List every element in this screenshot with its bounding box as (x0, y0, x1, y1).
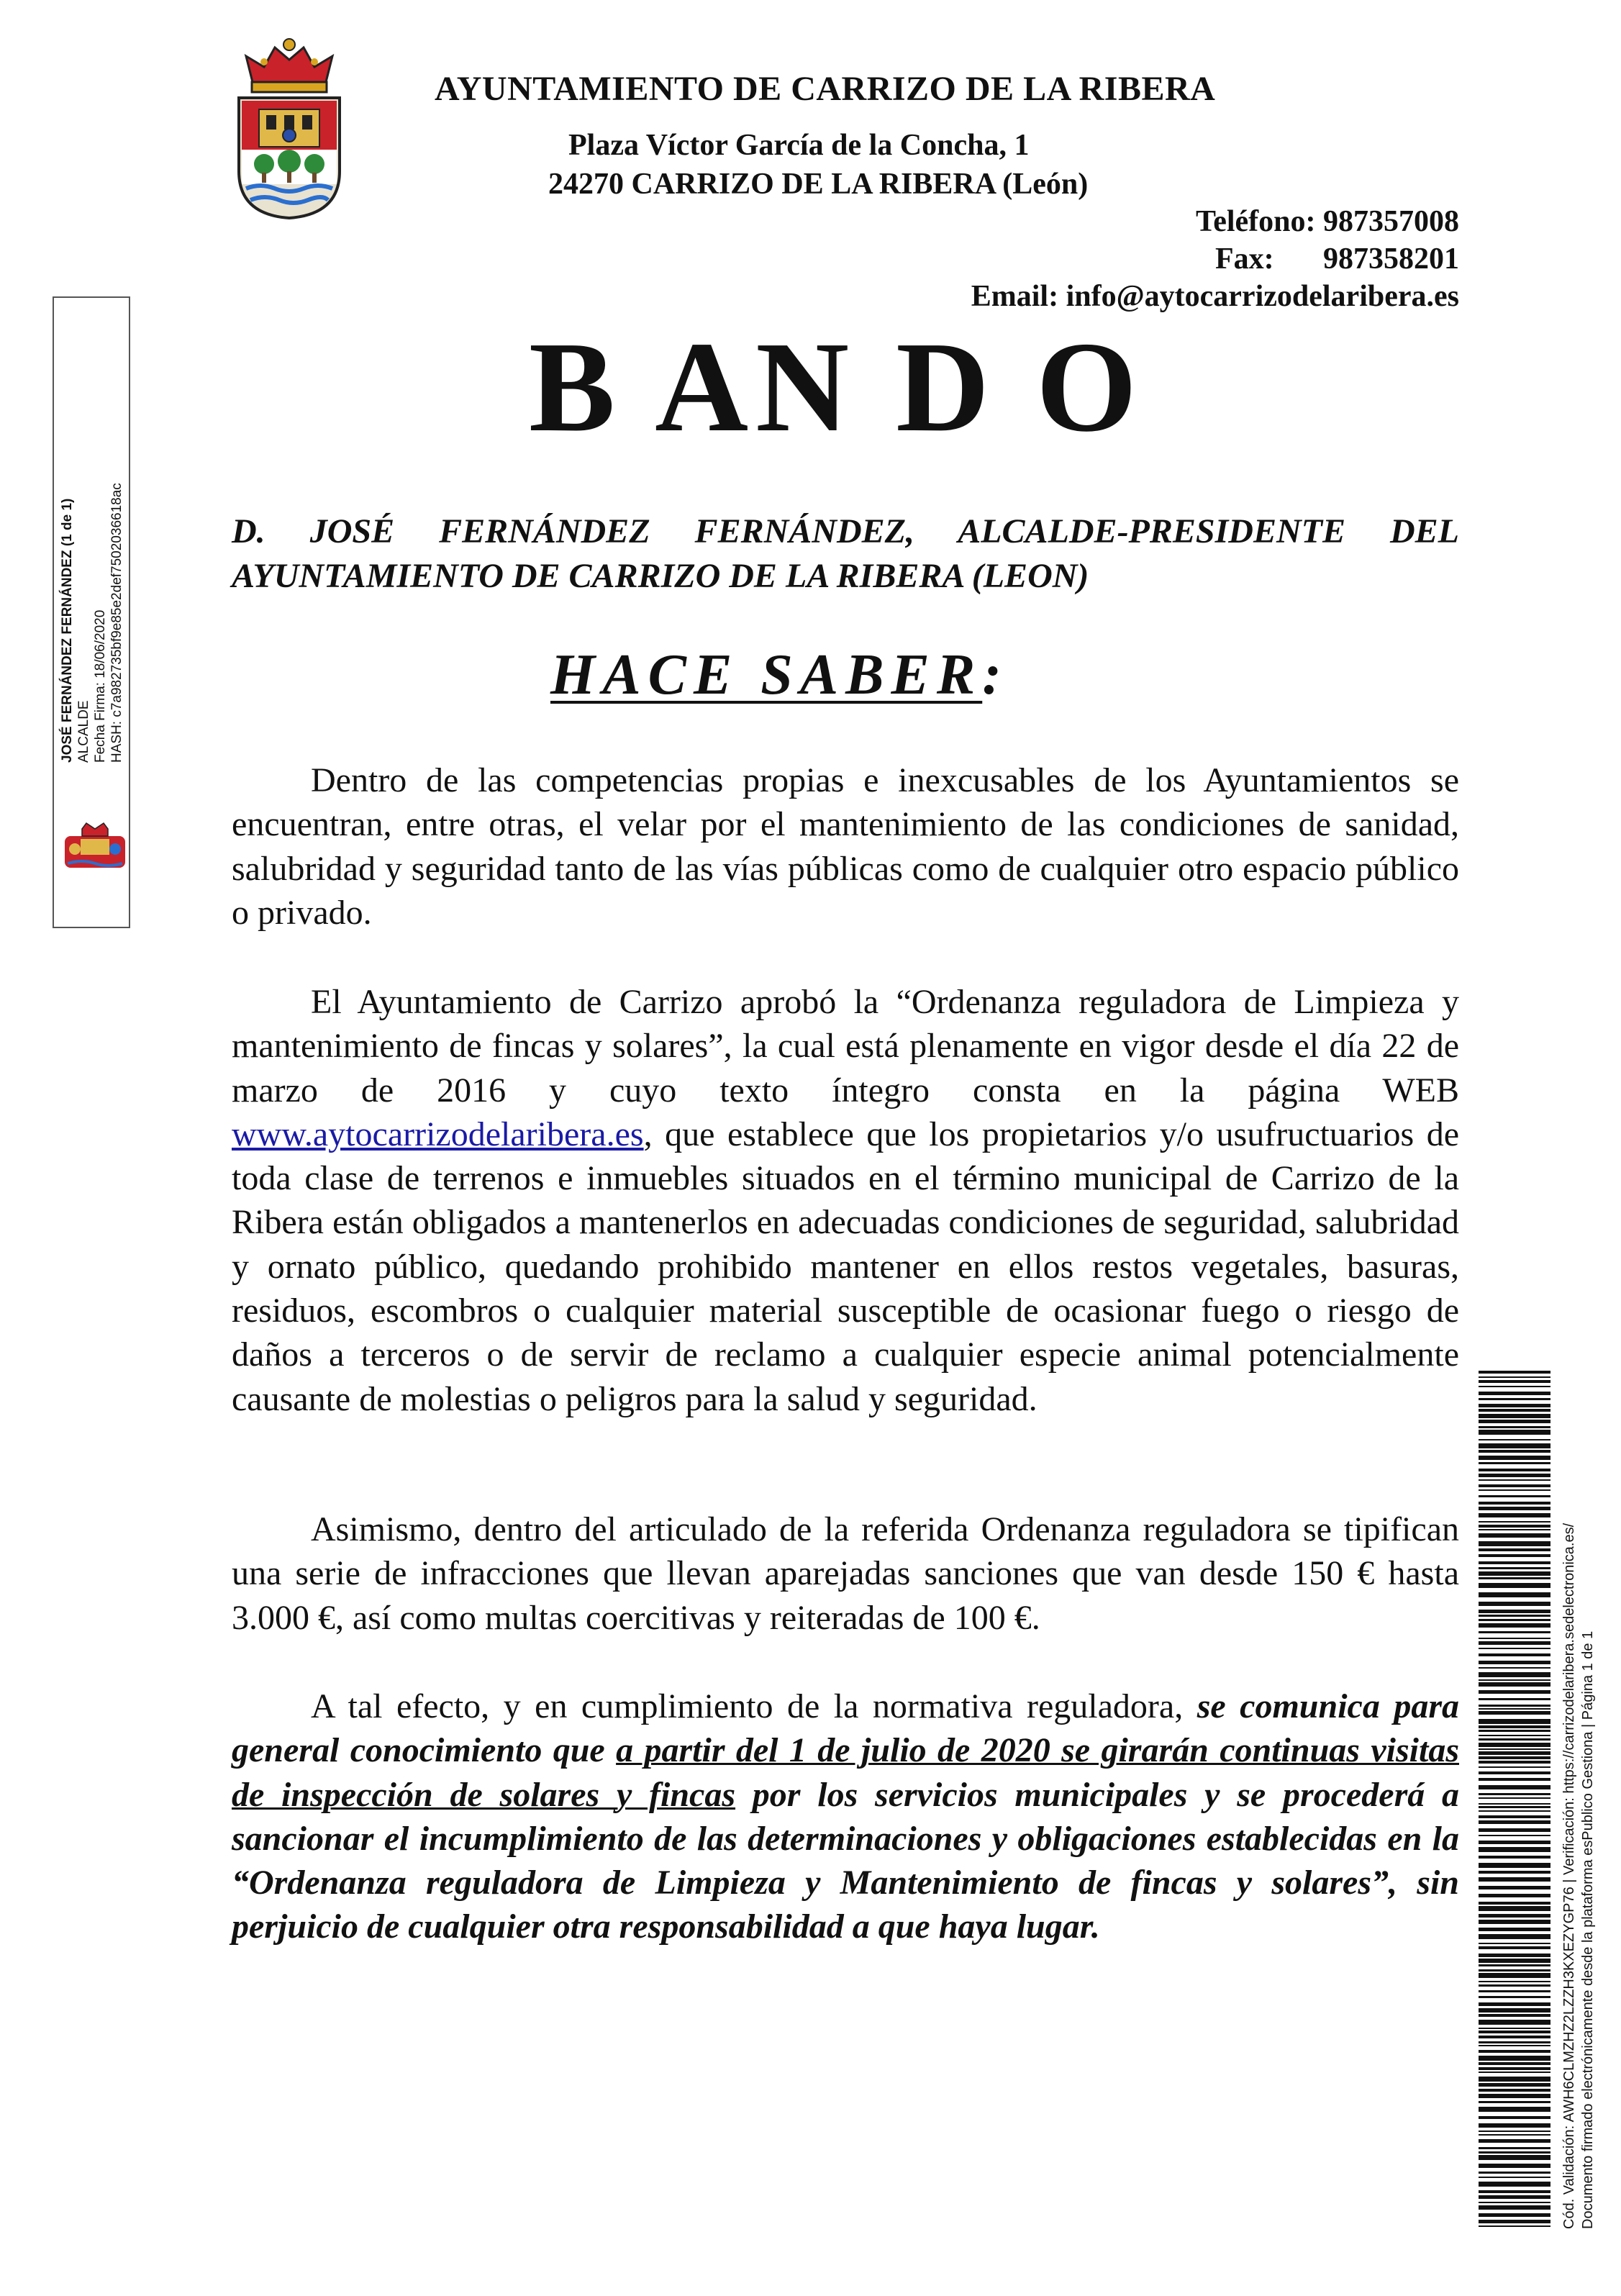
barcode-bar (1479, 2030, 1550, 2033)
phone-row (1196, 204, 1459, 239)
barcode-bar (1479, 1761, 1550, 1764)
announcement-heading (550, 643, 1009, 707)
barcode-bar (1479, 1751, 1550, 1755)
website-link[interactable]: www.aytocarrizodelaribera.es (232, 1115, 644, 1153)
paragraph-1 (232, 758, 1459, 935)
barcode-bar (1479, 2139, 1550, 2143)
barcode-bar (1479, 1521, 1550, 1523)
barcode-bar (1479, 1934, 1550, 1939)
barcode-bar (1479, 1730, 1550, 1732)
barcode-bar (1479, 2002, 1550, 2006)
barcode-bar (1479, 1954, 1550, 1957)
paragraph-3 (232, 1507, 1459, 1640)
barcode-bar (1479, 1638, 1550, 1639)
barcode-bar (1479, 1847, 1550, 1852)
barcode-bar (1479, 1376, 1550, 1378)
barcode-bar (1479, 1648, 1550, 1649)
barcode-bar (1479, 1462, 1550, 1464)
barcode-bar (1479, 1820, 1550, 1824)
signer-role: ALCALDE (76, 700, 91, 763)
barcode-bar (1479, 1430, 1550, 1435)
barcode-bar (1479, 1835, 1550, 1836)
barcode-bar (1479, 1914, 1550, 1918)
barcode-bar (1479, 1943, 1550, 1944)
barcode-bar (1479, 1386, 1550, 1387)
barcode-bar (1479, 1946, 1550, 1949)
barcode-bar (1479, 1495, 1550, 1497)
barcode-bar (1479, 1571, 1550, 1576)
barcode-bar (1479, 1815, 1550, 1818)
barcode-bar (1479, 1479, 1550, 1481)
barcode-bar (1479, 1439, 1550, 1440)
barcode-bar (1479, 1778, 1550, 1781)
barcode-bar (1479, 1894, 1550, 1897)
barcode-bar (1479, 1841, 1550, 1844)
barcode-bar (1479, 1469, 1550, 1471)
barcode-bar (1479, 2045, 1550, 2046)
paragraph-4-emphasis-underlined: a partir del 1 de julio de 2020 se girarán continuas visitas de inspección de solares y fincas (232, 1731, 1459, 1814)
paragraph-2-text-a: El Ayuntamiento de Carrizo aprobó la “Ordenanza reguladora de Limpieza y mantenimiento de fincas y solares”, la cual está plenamente en vigor desde el día 22 de marzo de 2016 y cuyo texto íntegro consta en la página WEB (232, 983, 1459, 1110)
barcode-bar (1479, 1525, 1550, 1528)
barcode-bar (1479, 1877, 1550, 1882)
barcode-bar (1479, 2116, 1550, 2119)
barcode-bar (1479, 1690, 1550, 1694)
barcode-bar (1479, 1371, 1550, 1374)
barcode-bar (1479, 1529, 1550, 1530)
barcode-bar (1479, 1398, 1550, 1400)
barcode-bar (1479, 2220, 1550, 2223)
barcode-bar (1479, 2101, 1550, 2103)
barcode-bar (1479, 1631, 1550, 1633)
barcode-bar (1479, 2134, 1550, 2136)
barcode-bar (1479, 1806, 1550, 1808)
barcode-bar (1479, 1711, 1550, 1715)
barcode-bar (1479, 1554, 1550, 1557)
barcode-bar (1479, 2182, 1550, 2187)
barcode-bar (1479, 2083, 1550, 2087)
barcode-bar (1479, 2190, 1550, 2193)
barcode-bar (1479, 2067, 1550, 2070)
signature-hash: HASH: c7a982735bf9e85e2def75020366​18ac (109, 483, 124, 763)
barcode-bar (1479, 2107, 1550, 2112)
address-line-2: 24270 CARRIZO DE LA RIBERA (León) (548, 168, 1089, 201)
barcode-bar (1479, 1928, 1550, 1931)
barcode-bar (1479, 1641, 1550, 1645)
barcode-bar (1479, 1871, 1550, 1874)
barcode-bar (1479, 2014, 1550, 2017)
barcode-bar (1479, 2123, 1550, 2128)
barcode-bar (1479, 1766, 1550, 1768)
email-label: Email: (971, 280, 1059, 313)
phone-number: 987357008 (1323, 205, 1459, 238)
barcode-bar (1479, 1705, 1550, 1707)
barcode-bar (1479, 2077, 1550, 2082)
barcode-bar (1479, 1414, 1550, 1418)
barcode-bar (1479, 1450, 1550, 1453)
barcode-bar (1479, 2131, 1550, 2132)
barcode-bar (1479, 1743, 1550, 1747)
barcode-bar (1479, 1567, 1550, 1569)
barcode-bar (1479, 1474, 1550, 1477)
barcode-bar (1479, 2028, 1550, 2029)
barcode-bar (1479, 1667, 1550, 1669)
barcode-bar (1479, 1443, 1550, 1448)
barcode-bar (1479, 1653, 1550, 1656)
municipal-crest-logo (232, 35, 347, 222)
phone-label: Teléfono: (1196, 205, 1316, 238)
barcode-bar (1479, 1886, 1550, 1889)
barcode-bar (1479, 1785, 1550, 1789)
barcode-bar (1479, 1756, 1550, 1759)
barcode-bar (1479, 2151, 1550, 2154)
barcode-bar (1479, 1682, 1550, 1687)
barcode-bar (1479, 1502, 1550, 1505)
barcode-bar (1479, 2147, 1550, 2149)
barcode-bar (1479, 1615, 1550, 1617)
barcode-bar (1479, 2177, 1550, 2178)
barcode-bar (1479, 2155, 1550, 2160)
verification-text (1560, 1366, 1597, 2229)
barcode-bar (1479, 1561, 1550, 1564)
barcode-bar (1479, 1959, 1550, 1963)
address-line-1: Plaza Víctor García de la Concha, 1 (568, 129, 1030, 162)
barcode-bar (1479, 2056, 1550, 2061)
barcode-bar (1479, 1902, 1550, 1905)
barcode-bar (1479, 1420, 1550, 1423)
barcode-bar (1479, 2213, 1550, 2217)
barcode-bar (1479, 1661, 1550, 1664)
barcode-bar (1479, 1964, 1550, 1966)
barcode-bar (1479, 2008, 1550, 2013)
barcode-bar (1479, 1484, 1550, 1487)
barcode-bar (1479, 2062, 1550, 2065)
barcode-bar (1479, 2041, 1550, 2043)
barcode-bar (1479, 1548, 1550, 1551)
barcode-bar (1479, 1981, 1550, 1982)
document-title: B AN D O (529, 315, 1145, 458)
verification-barcode (1479, 1371, 1550, 2227)
barcode-bar (1479, 1404, 1550, 1407)
announcement-heading-text: HACE SABER (550, 643, 983, 707)
paragraph-1-text: Dentro de las competencias propias e inexcusables de los Ayuntamientos se encuentran, entre otras, el velar por el mantenimiento de las condiciones de sanidad, salubridad y seguridad tanto de las vías públicas como de cualquier otro espacio público o privado. (232, 761, 1459, 932)
paragraph-4-emphasis-1: se comunica para general conocimiento que (232, 1687, 1459, 1770)
fax-row (1215, 242, 1459, 276)
barcode-bar (1479, 1828, 1550, 1832)
barcode-bar (1479, 1583, 1550, 1588)
barcode-bar (1479, 2089, 1550, 2092)
verification-platform-line: Documento firmado electrónicamente desde la plataforma esPublico Gestiona | Página 1 de 1 (1580, 1630, 1596, 2229)
barcode-bar (1479, 1698, 1550, 1700)
barcode-bar (1479, 1541, 1550, 1546)
barcode-bar (1479, 2072, 1550, 2073)
email-row (971, 279, 1459, 314)
barcode-bar (1479, 1533, 1550, 1538)
barcode-bar (1479, 2172, 1550, 2174)
barcode-bar (1479, 1771, 1550, 1774)
barcode-bar (1479, 1672, 1550, 1677)
barcode-bar (1479, 1592, 1550, 1597)
barcode-bar (1479, 1623, 1550, 1628)
barcode-bar (1479, 1426, 1550, 1428)
signature-date: Fecha Firma: 18/06/2020 (93, 609, 108, 763)
barcode-bar (1479, 1679, 1550, 1681)
barcode-bar (1479, 1456, 1550, 1460)
barcode-bar (1479, 1610, 1550, 1613)
paragraph-4-emphasis-2: por los servicios municipales y se procederá a sancionar el incumplimiento de las determinaciones y obligaciones establecidas en la “Ordenanza reguladora de Limpieza y Mantenimiento de fincas y solares”, sin perjuicio de cualquier otra responsabilidad a que haya lugar. (232, 1775, 1460, 1946)
paragraph-4 (232, 1684, 1459, 1949)
stamp-crest-icon (60, 820, 130, 871)
fax-label: Fax: (1215, 242, 1274, 276)
barcode-bar (1479, 1708, 1550, 1710)
header-title: AYUNTAMIENTO DE CARRIZO DE LA RIBERA (435, 70, 1216, 108)
barcode-bar (1479, 1803, 1550, 1805)
barcode-bar (1479, 2195, 1550, 2199)
barcode-bar (1479, 1719, 1550, 1724)
barcode-bar (1479, 1996, 1550, 1998)
barcode-bar (1479, 1602, 1550, 1606)
barcode-bar (1479, 1738, 1550, 1741)
barcode-bar (1479, 1392, 1550, 1395)
verification-code-line: Cód. Validación: AWH6CLMZHZ2LZZH3KXEZYGP76 | Verificación: https://carrizodelaribera.sedelectronica.es/ (1561, 1523, 1577, 2229)
barcode-bar (1479, 1906, 1550, 1911)
barcode-bar (1479, 1863, 1550, 1868)
barcode-bar (1479, 2225, 1550, 2227)
barcode-bar (1479, 2202, 1550, 2203)
barcode-bar (1479, 2036, 1550, 2038)
barcode-bar (1479, 1973, 1550, 1978)
barcode-bar (1479, 2050, 1550, 2053)
barcode-bar (1479, 1380, 1550, 1383)
barcode-bar (1479, 1735, 1550, 1736)
barcode-bar (1479, 1748, 1550, 1750)
barcode-bar (1479, 1507, 1550, 1510)
barcode-bar (1479, 1619, 1550, 1621)
signature-stamp-text (59, 389, 125, 763)
barcode-bar (1479, 1920, 1550, 1924)
barcode-bar (1479, 2020, 1550, 2025)
paragraph-3-text: Asimismo, dentro del articulado de la referida Ordenanza reguladora se tipifican una serie de infracciones que llevan aparejadas sanciones que van desde 150 € hasta 3.000 €, así como multas coercitivas y reiteradas de 100 €. (232, 1510, 1459, 1637)
fax-number: 987358201 (1323, 242, 1459, 276)
barcode-bar (1479, 2205, 1550, 2210)
barcode-bar (1479, 1990, 1550, 1992)
barcode-bar (1479, 1409, 1550, 1412)
signer-name: JOSÉ FERNÁNDEZ FERNÁNDEZ (1 de 1) (60, 498, 75, 763)
barcode-bar (1479, 1810, 1550, 1812)
email-address: info@aytocarrizodelaribera.es (1066, 280, 1459, 313)
barcode-bar (1479, 2164, 1550, 2168)
mayor-heading: D. JOSÉ FERNÁNDEZ FERNÁNDEZ, ALCALDE-PRESIDENTE DEL AYUNTAMIENTO DE CARRIZO DE LA RIBERA (LEON) (232, 512, 1459, 595)
barcode-bar (1479, 1856, 1550, 1859)
paragraph-2-text-b: , que establece que los propietarios y/o usufructuarios de toda clase de terrenos e inmuebles situados en el término municipal de Carrizo de la Ribera están obligados a mantenerlos en adecuadas condiciones de seguridad, salubridad y ornato público, quedando prohibido mantener en ellos restos vegetales, basuras, residuos, escombros o cualquier material susceptible de ocasionar fuego o riesgo de daños a terceros o de servir de reclamo a cualquier especie animal potencialmente causante de molestias o peligros para la salud y seguridad. (232, 1115, 1459, 1418)
paragraph-4-text-plain: A tal efecto, y en cumplimiento de la normativa reguladora, (311, 1687, 1197, 1725)
barcode-bar (1479, 1984, 1550, 1987)
barcode-bar (1479, 1725, 1550, 1728)
barcode-bar (1479, 1577, 1550, 1579)
barcode-bar (1479, 1793, 1550, 1795)
paragraph-2 (232, 980, 1459, 1421)
barcode-bar (1479, 1489, 1550, 1491)
barcode-bar (1479, 1797, 1550, 1799)
barcode-bar (1479, 1513, 1550, 1517)
barcode-bar (1479, 2094, 1550, 2098)
announcement-heading-colon: : (982, 643, 1009, 707)
barcode-bar (1479, 1969, 1550, 1971)
